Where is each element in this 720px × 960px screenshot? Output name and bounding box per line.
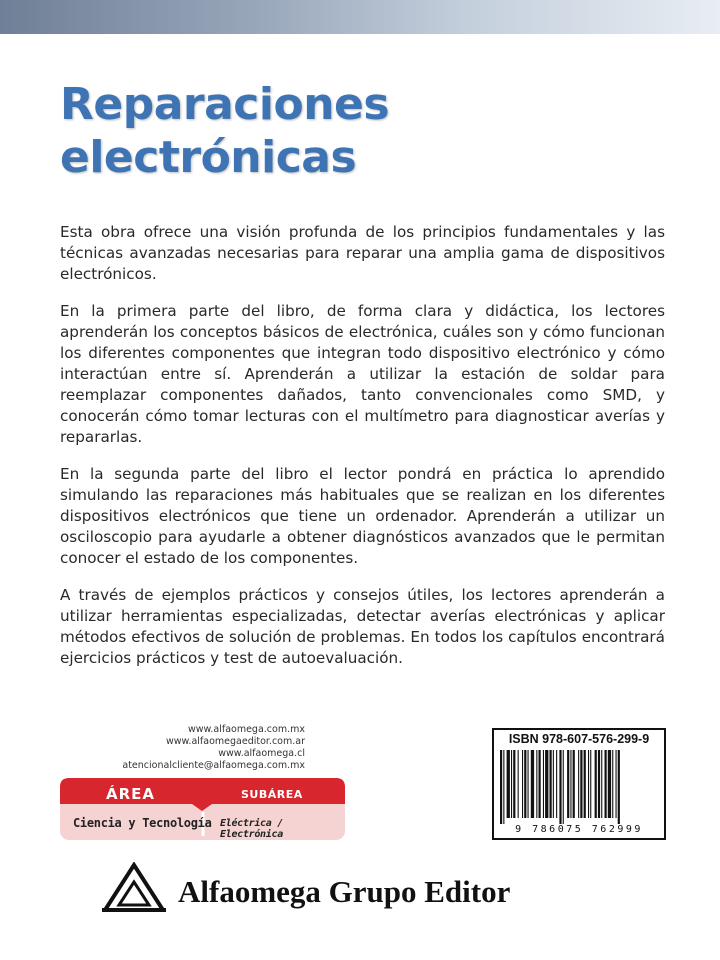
barcode-bar: [539, 750, 541, 818]
area-value: Ciencia y Tecnología: [73, 816, 212, 830]
barcode-bar: [618, 750, 620, 824]
barcode-bar: [528, 750, 529, 818]
barcode-bar: [598, 750, 600, 818]
barcode-bar: [524, 750, 526, 818]
link-alfaomega-cl: www.alfaomega.cl: [218, 748, 305, 759]
barcode-bar: [616, 750, 617, 818]
back-cover-description: [60, 222, 665, 685]
isbn-barcode: [492, 728, 666, 840]
subarea-label: SUBÁREA: [241, 788, 303, 801]
barcode-bar: [500, 750, 502, 824]
publisher-links: [100, 724, 305, 772]
isbn-label: ISBN 978-607-576-299-9: [508, 732, 650, 746]
barcode-bar: [522, 750, 523, 818]
barcode-bar: [612, 750, 613, 818]
barcode-bar: [531, 750, 534, 818]
alfaomega-triangle-logo-icon: [102, 862, 166, 916]
barcode-bar: [595, 750, 597, 818]
barcode-bar: [559, 750, 561, 824]
subject-area-box: [60, 778, 345, 840]
barcode-bar: [553, 750, 554, 818]
barcode-bar: [567, 750, 569, 818]
publisher-name: Alfaomega Grupo Editor: [178, 874, 511, 909]
description-paragraph-3: En la segunda parte del libro el lector pondrá en práctica lo aprendido simulando las reparaciones más habituales que se realizan en los diferentes dispositivos electrónicos que tiene un ordenador. Aprenderán a utilizar un osciloscopio para ayudarle a obtener diagnósticos avanzados que le permitan conocer el estado de los componentes.: [60, 465, 665, 567]
link-alfaomega-mx: www.alfaomega.com.mx: [187, 724, 305, 735]
barcode-bar: [608, 750, 611, 818]
barcode-bars: [500, 750, 658, 824]
book-title-line2: electrónicas: [60, 132, 357, 183]
barcode-bar: [578, 750, 579, 818]
barcode-bar: [584, 750, 586, 818]
barcode-bar: [543, 750, 544, 818]
book-title: [60, 78, 389, 184]
barcode-bar: [563, 750, 564, 824]
barcode-bar: [590, 750, 591, 818]
top-gradient-band: [0, 0, 720, 34]
barcode-bar: [605, 750, 607, 818]
barcode-bar: [545, 750, 548, 818]
subarea-value: Eléctrica / Electrónica: [220, 818, 283, 840]
description-paragraph-4: A través de ejemplos prácticos y consejos útiles, los lectores aprenderán a utilizar herramientas especializadas, detectar averías electrónicas y aplicar métodos efectivos de solución de problemas. En todos los capítulos encontrará ejercicios prácticos y test de autoevaluación.: [60, 586, 665, 667]
barcode-bar: [511, 750, 512, 818]
barcode-bar: [536, 750, 537, 818]
barcode-bar: [550, 750, 552, 818]
link-alfaomega-ar: www.alfaomegaeditor.com.ar: [166, 736, 305, 747]
barcode-bar: [507, 750, 510, 818]
barcode-bar: [518, 750, 519, 818]
barcode-bar: [513, 750, 515, 818]
book-title-line1: Reparaciones: [60, 79, 390, 130]
barcode-bar: [601, 750, 602, 818]
barcode-bar: [580, 750, 582, 818]
barcode-bar: [570, 750, 571, 818]
link-contact-email: atencionalcliente@alfaomega.com.mx: [122, 760, 305, 771]
barcode-bar: [503, 750, 504, 824]
barcode-bar: [556, 750, 557, 818]
area-label: ÁREA: [106, 785, 156, 803]
barcode-bar: [588, 750, 589, 818]
publisher-logo-block: [102, 862, 622, 918]
barcode-digits: 9 786075 762999: [515, 824, 643, 835]
description-paragraph-1: Esta obra ofrece una visión profunda de los principios fundamentales y las técnicas avanzadas necesarias para reparar una amplia gama de dispositivos electrónicos.: [60, 223, 665, 283]
description-paragraph-2: En la primera parte del libro, de forma clara y didáctica, los lectores aprenderán los conceptos básicos de electrónica, cuáles son y cómo funcionan los diferentes componentes que integran todo dispositivo electrónico y cómo interactúan entre sí. Aprenderán a utilizar la estación de soldar para reemplazar componentes dañados, tanto convencionales como SMD, y conocerán cómo tomar lecturas con el multímetro para diagnosticar averías y repararlas.: [60, 302, 665, 446]
barcode-bar: [573, 750, 575, 818]
